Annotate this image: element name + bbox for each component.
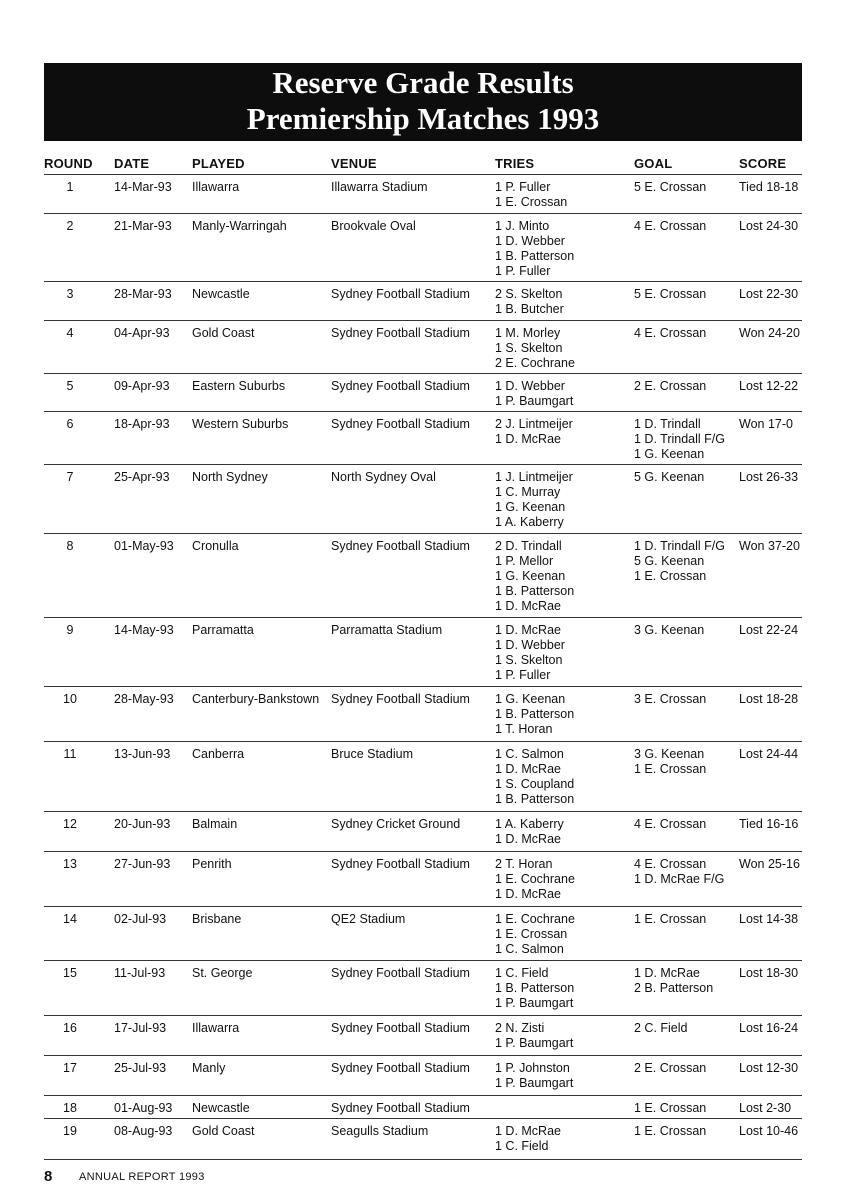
goal-entry: 2 E. Crossan bbox=[634, 1061, 707, 1075]
venue-cell: Sydney Football Stadium bbox=[331, 287, 470, 301]
try-entry: 1 P. Baumgart bbox=[495, 1036, 574, 1050]
score-cell: Won 25-16 bbox=[739, 857, 800, 871]
try-entry: 1 D. McRae bbox=[495, 623, 561, 637]
round-cell: 12 bbox=[63, 817, 77, 831]
round-cell: 18 bbox=[63, 1101, 77, 1115]
opponent-cell: Brisbane bbox=[192, 912, 242, 926]
table-row bbox=[44, 287, 802, 320]
tries-cell bbox=[495, 379, 573, 409]
table-row bbox=[44, 1061, 802, 1095]
opponent-cell: Canterbury-Bankstown bbox=[192, 692, 320, 706]
goal-cell bbox=[634, 747, 706, 777]
table-row bbox=[44, 180, 802, 213]
opponent-cell: Newcastle bbox=[192, 1101, 250, 1115]
goal-cell bbox=[634, 1101, 706, 1116]
date-cell: 25-Apr-93 bbox=[114, 470, 170, 484]
opponent-cell: Illawarra bbox=[192, 1021, 240, 1035]
tries-cell bbox=[495, 219, 574, 279]
round-cell: 9 bbox=[66, 623, 74, 637]
round-cell: 1 bbox=[66, 180, 74, 194]
score-cell: Won 24-20 bbox=[739, 326, 800, 340]
tries-cell bbox=[495, 180, 567, 210]
try-entry: 1 T. Horan bbox=[495, 722, 553, 736]
row-divider bbox=[44, 174, 802, 175]
score-cell: Tied 16-16 bbox=[739, 817, 799, 831]
round-cell: 7 bbox=[66, 470, 74, 484]
tries-cell bbox=[495, 287, 564, 317]
tries-cell bbox=[495, 817, 564, 847]
try-entry: 1 C. Salmon bbox=[495, 747, 564, 761]
opponent-cell: Manly-Warringah bbox=[192, 219, 287, 233]
goal-entry: 1 E. Crossan bbox=[634, 1101, 707, 1115]
goal-entry: 4 E. Crossan bbox=[634, 326, 707, 340]
table-row bbox=[44, 326, 802, 373]
goal-entry: 1 D. McRae bbox=[634, 966, 700, 980]
date-cell: 08-Aug-93 bbox=[114, 1124, 173, 1138]
date-cell: 14-Mar-93 bbox=[114, 180, 172, 194]
table-bottom-border bbox=[44, 1159, 802, 1160]
venue-cell: Sydney Football Stadium bbox=[331, 1061, 470, 1075]
tries-cell bbox=[495, 417, 573, 447]
round-cell: 2 bbox=[66, 219, 74, 233]
try-entry: 1 B. Patterson bbox=[495, 584, 575, 598]
round-cell: 19 bbox=[63, 1124, 77, 1138]
row-divider bbox=[44, 1095, 802, 1096]
score-cell: Lost 12-22 bbox=[739, 379, 799, 393]
venue-cell: Sydney Football Stadium bbox=[331, 326, 470, 340]
opponent-cell: Balmain bbox=[192, 817, 238, 831]
goal-entry: 1 D. Trindall F/G bbox=[634, 432, 725, 446]
try-entry: 1 D. McRae bbox=[495, 887, 561, 901]
goal-entry: 1 E. Crossan bbox=[634, 1124, 707, 1138]
date-cell: 18-Apr-93 bbox=[114, 417, 170, 431]
tries-cell bbox=[495, 326, 575, 371]
venue-cell: Sydney Football Stadium bbox=[331, 857, 470, 871]
score-cell: Lost 18-30 bbox=[739, 966, 799, 980]
row-divider bbox=[44, 811, 802, 812]
try-entry: 1 P. Baumgart bbox=[495, 394, 574, 408]
try-entry: 1 C. Murray bbox=[495, 485, 561, 499]
tries-cell bbox=[495, 1021, 573, 1051]
goal-entry: 4 E. Crossan bbox=[634, 817, 707, 831]
goal-cell bbox=[634, 379, 706, 394]
try-entry: 1 P. Johnston bbox=[495, 1061, 570, 1075]
goal-entry: 4 E. Crossan bbox=[634, 857, 707, 871]
opponent-cell: Cronulla bbox=[192, 539, 239, 553]
page-number: 8 bbox=[44, 1168, 53, 1185]
opponent-cell: North Sydney bbox=[192, 470, 268, 484]
venue-cell: Seagulls Stadium bbox=[331, 1124, 429, 1138]
venue-cell: Sydney Football Stadium bbox=[331, 692, 470, 706]
tries-cell bbox=[495, 747, 574, 807]
date-cell: 02-Jul-93 bbox=[114, 912, 167, 926]
column-header-score: SCORE bbox=[739, 156, 787, 171]
row-divider bbox=[44, 1118, 802, 1119]
score-cell: Lost 14-38 bbox=[739, 912, 799, 926]
date-cell: 21-Mar-93 bbox=[114, 219, 172, 233]
venue-cell: Bruce Stadium bbox=[331, 747, 413, 761]
try-entry: 2 D. Trindall bbox=[495, 539, 562, 553]
opponent-cell: Penrith bbox=[192, 857, 232, 871]
date-cell: 01-Aug-93 bbox=[114, 1101, 173, 1115]
goal-entry: 5 E. Crossan bbox=[634, 287, 707, 301]
column-header-round: ROUND bbox=[44, 156, 93, 171]
try-entry: 1 B. Butcher bbox=[495, 302, 564, 316]
row-divider bbox=[44, 1015, 802, 1016]
goal-entry: 2 B. Patterson bbox=[634, 981, 714, 995]
row-divider bbox=[44, 960, 802, 961]
venue-cell: Sydney Football Stadium bbox=[331, 1021, 470, 1035]
try-entry: 1 M. Morley bbox=[495, 326, 561, 340]
try-entry: 1 G. Keenan bbox=[495, 569, 566, 583]
goal-entry: 2 E. Crossan bbox=[634, 379, 707, 393]
score-cell: Lost 24-30 bbox=[739, 219, 799, 233]
tries-cell bbox=[495, 623, 565, 683]
goal-cell bbox=[634, 817, 706, 832]
goal-entry: 1 E. Crossan bbox=[634, 569, 707, 583]
tries-cell bbox=[495, 1061, 573, 1091]
try-entry: 2 N. Zisti bbox=[495, 1021, 545, 1035]
row-divider bbox=[44, 851, 802, 852]
try-entry: 1 C. Field bbox=[495, 966, 549, 980]
date-cell: 11-Jul-93 bbox=[114, 966, 166, 980]
date-cell: 01-May-93 bbox=[114, 539, 174, 553]
try-entry: 1 E. Cochrane bbox=[495, 872, 575, 886]
try-entry: 2 J. Lintmeijer bbox=[495, 417, 573, 431]
footer-text: ANNUAL REPORT 1993 bbox=[79, 1171, 205, 1183]
row-divider bbox=[44, 617, 802, 618]
tries-cell bbox=[495, 857, 575, 902]
try-entry: 1 E. Crossan bbox=[495, 195, 568, 209]
column-header-goal: GOAL bbox=[634, 156, 673, 171]
date-cell: 04-Apr-93 bbox=[114, 326, 170, 340]
try-entry: 1 D. Webber bbox=[495, 379, 565, 393]
date-cell: 17-Jul-93 bbox=[114, 1021, 167, 1035]
try-entry: 1 G. Keenan bbox=[495, 692, 566, 706]
score-cell: Lost 2-30 bbox=[739, 1101, 792, 1115]
goal-cell bbox=[634, 539, 725, 584]
venue-cell: Parramatta Stadium bbox=[331, 623, 443, 637]
column-header-date: DATE bbox=[114, 156, 150, 171]
round-cell: 10 bbox=[63, 692, 77, 706]
try-entry: 1 A. Kaberry bbox=[495, 817, 564, 831]
goal-entry: 1 D. Trindall F/G bbox=[634, 539, 725, 553]
goal-cell bbox=[634, 1124, 706, 1139]
date-cell: 28-Mar-93 bbox=[114, 287, 172, 301]
goal-entry: 1 E. Crossan bbox=[634, 912, 707, 926]
column-header-played: PLAYED bbox=[192, 156, 245, 171]
round-cell: 5 bbox=[66, 379, 74, 393]
venue-cell: Sydney Football Stadium bbox=[331, 539, 470, 553]
try-entry: 1 C. Field bbox=[495, 1139, 549, 1153]
column-header-venue: VENUE bbox=[331, 156, 377, 171]
try-entry: 1 B. Patterson bbox=[495, 249, 575, 263]
tries-cell bbox=[495, 539, 574, 614]
row-divider bbox=[44, 686, 802, 687]
table-row bbox=[44, 1101, 802, 1118]
goal-cell bbox=[634, 417, 725, 462]
try-entry: 1 D. McRae bbox=[495, 599, 561, 613]
date-cell: 27-Jun-93 bbox=[114, 857, 171, 871]
try-entry: 1 E. Crossan bbox=[495, 927, 568, 941]
row-divider bbox=[44, 411, 802, 412]
goal-cell bbox=[634, 857, 724, 887]
opponent-cell: Newcastle bbox=[192, 287, 250, 301]
score-cell: Won 17-0 bbox=[739, 417, 793, 431]
try-entry: 1 D. Webber bbox=[495, 638, 565, 652]
score-cell: Lost 22-24 bbox=[739, 623, 799, 637]
goal-cell bbox=[634, 470, 704, 485]
table-row bbox=[44, 817, 802, 851]
table-row bbox=[44, 692, 802, 741]
round-cell: 17 bbox=[63, 1061, 77, 1075]
table-row bbox=[44, 1124, 802, 1159]
row-divider bbox=[44, 373, 802, 374]
table-row bbox=[44, 623, 802, 686]
goal-cell bbox=[634, 219, 706, 234]
round-cell: 6 bbox=[66, 417, 74, 431]
table-row bbox=[44, 417, 802, 464]
row-divider bbox=[44, 281, 802, 282]
opponent-cell: Western Suburbs bbox=[192, 417, 289, 431]
try-entry: 1 D. Webber bbox=[495, 234, 565, 248]
page-subtitle: Premiership Matches 1993 bbox=[246, 101, 600, 136]
round-cell: 16 bbox=[63, 1021, 77, 1035]
try-entry: 1 D. McRae bbox=[495, 762, 561, 776]
score-cell: Won 37-20 bbox=[739, 539, 800, 553]
goal-cell bbox=[634, 1061, 706, 1076]
try-entry: 1 C. Salmon bbox=[495, 942, 564, 956]
opponent-cell: Parramatta bbox=[192, 623, 254, 637]
date-cell: 25-Jul-93 bbox=[114, 1061, 167, 1075]
goal-entry: 1 D. McRae F/G bbox=[634, 872, 725, 886]
goal-cell bbox=[634, 692, 706, 707]
venue-cell: Brookvale Oval bbox=[331, 219, 416, 233]
round-cell: 13 bbox=[63, 857, 77, 871]
round-cell: 14 bbox=[63, 912, 77, 926]
try-entry: 2 E. Cochrane bbox=[495, 356, 575, 370]
date-cell: 09-Apr-93 bbox=[114, 379, 170, 393]
row-divider bbox=[44, 533, 802, 534]
table-row bbox=[44, 379, 802, 411]
goal-cell bbox=[634, 623, 704, 638]
goal-entry: 5 G. Keenan bbox=[634, 554, 705, 568]
try-entry: 1 S. Coupland bbox=[495, 777, 575, 791]
score-cell: Lost 26-33 bbox=[739, 470, 799, 484]
goal-cell bbox=[634, 326, 706, 341]
goal-entry: 3 G. Keenan bbox=[634, 623, 705, 637]
score-cell: Lost 22-30 bbox=[739, 287, 799, 301]
try-entry: 1 S. Skelton bbox=[495, 341, 563, 355]
date-cell: 28-May-93 bbox=[114, 692, 174, 706]
round-cell: 11 bbox=[63, 747, 77, 761]
goal-entry: 5 G. Keenan bbox=[634, 470, 705, 484]
goal-entry: 1 E. Crossan bbox=[634, 762, 707, 776]
try-entry: 1 D. McRae bbox=[495, 832, 561, 846]
venue-cell: Sydney Cricket Ground bbox=[331, 817, 461, 831]
goal-entry: 1 G. Keenan bbox=[634, 447, 705, 461]
round-cell: 8 bbox=[66, 539, 74, 553]
venue-cell: North Sydney Oval bbox=[331, 470, 436, 484]
opponent-cell: Gold Coast bbox=[192, 1124, 255, 1138]
opponent-cell: Manly bbox=[192, 1061, 226, 1075]
goal-entry: 1 D. Trindall bbox=[634, 417, 701, 431]
try-entry: 1 D. McRae bbox=[495, 432, 561, 446]
try-entry: 2 T. Horan bbox=[495, 857, 553, 871]
date-cell: 20-Jun-93 bbox=[114, 817, 171, 831]
row-divider bbox=[44, 464, 802, 465]
try-entry: 1 P. Fuller bbox=[495, 668, 551, 682]
opponent-cell: Canberra bbox=[192, 747, 245, 761]
goal-entry: 3 G. Keenan bbox=[634, 747, 705, 761]
try-entry: 2 S. Skelton bbox=[495, 287, 563, 301]
try-entry: 1 B. Patterson bbox=[495, 707, 575, 721]
table-row bbox=[44, 470, 802, 533]
row-divider bbox=[44, 1055, 802, 1056]
score-cell: Lost 18-28 bbox=[739, 692, 799, 706]
venue-cell: QE2 Stadium bbox=[331, 912, 406, 926]
goal-entry: 2 C. Field bbox=[634, 1021, 688, 1035]
venue-cell: Sydney Football Stadium bbox=[331, 1101, 470, 1115]
row-divider bbox=[44, 741, 802, 742]
try-entry: 1 G. Keenan bbox=[495, 500, 566, 514]
table-row bbox=[44, 747, 802, 811]
table-row bbox=[44, 912, 802, 960]
venue-cell: Illawarra Stadium bbox=[331, 180, 428, 194]
venue-cell: Sydney Football Stadium bbox=[331, 417, 470, 431]
row-divider bbox=[44, 213, 802, 214]
goal-cell bbox=[634, 966, 713, 996]
try-entry: 1 B. Patterson bbox=[495, 981, 575, 995]
try-entry: 1 P. Fuller bbox=[495, 180, 551, 194]
row-divider bbox=[44, 906, 802, 907]
page-title: Reserve Grade Results bbox=[272, 65, 574, 100]
row-divider bbox=[44, 320, 802, 321]
goal-cell bbox=[634, 287, 706, 302]
try-entry: 1 P. Mellor bbox=[495, 554, 554, 568]
goal-cell bbox=[634, 1021, 688, 1036]
opponent-cell: Gold Coast bbox=[192, 326, 255, 340]
round-cell: 3 bbox=[66, 287, 74, 301]
try-entry: 1 D. McRae bbox=[495, 1124, 561, 1138]
table-row bbox=[44, 966, 802, 1015]
opponent-cell: Eastern Suburbs bbox=[192, 379, 286, 393]
title-banner bbox=[44, 63, 802, 141]
try-entry: 1 P. Fuller bbox=[495, 264, 551, 278]
goal-entry: 4 E. Crossan bbox=[634, 219, 707, 233]
table-row bbox=[44, 1021, 802, 1055]
score-cell: Lost 10-46 bbox=[739, 1124, 799, 1138]
tries-cell bbox=[495, 470, 573, 530]
score-cell: Lost 24-44 bbox=[739, 747, 799, 761]
score-cell: Tied 18-18 bbox=[739, 180, 799, 194]
tries-cell bbox=[495, 966, 574, 1011]
tries-cell bbox=[495, 1124, 561, 1154]
try-entry: 1 B. Patterson bbox=[495, 792, 575, 806]
try-entry: 1 A. Kaberry bbox=[495, 515, 564, 529]
column-header-tries: TRIES bbox=[495, 156, 535, 171]
table-row bbox=[44, 219, 802, 281]
score-cell: Lost 16-24 bbox=[739, 1021, 799, 1035]
goal-entry: 5 E. Crossan bbox=[634, 180, 707, 194]
score-cell: Lost 12-30 bbox=[739, 1061, 799, 1075]
try-entry: 1 P. Baumgart bbox=[495, 1076, 574, 1090]
goal-cell bbox=[634, 180, 706, 195]
try-entry: 1 S. Skelton bbox=[495, 653, 563, 667]
round-cell: 15 bbox=[63, 966, 77, 980]
opponent-cell: Illawarra bbox=[192, 180, 240, 194]
opponent-cell: St. George bbox=[192, 966, 253, 980]
goal-entry: 3 E. Crossan bbox=[634, 692, 707, 706]
try-entry: 1 P. Baumgart bbox=[495, 996, 574, 1010]
venue-cell: Sydney Football Stadium bbox=[331, 966, 470, 980]
table-row bbox=[44, 857, 802, 906]
date-cell: 14-May-93 bbox=[114, 623, 174, 637]
date-cell: 13-Jun-93 bbox=[114, 747, 171, 761]
round-cell: 4 bbox=[66, 326, 74, 340]
try-entry: 1 E. Cochrane bbox=[495, 912, 575, 926]
tries-cell bbox=[495, 692, 574, 737]
table-row bbox=[44, 539, 802, 617]
goal-cell bbox=[634, 912, 706, 927]
tries-cell bbox=[495, 912, 575, 957]
try-entry: 1 J. Minto bbox=[495, 219, 550, 233]
try-entry: 1 J. Lintmeijer bbox=[495, 470, 573, 484]
venue-cell: Sydney Football Stadium bbox=[331, 379, 470, 393]
